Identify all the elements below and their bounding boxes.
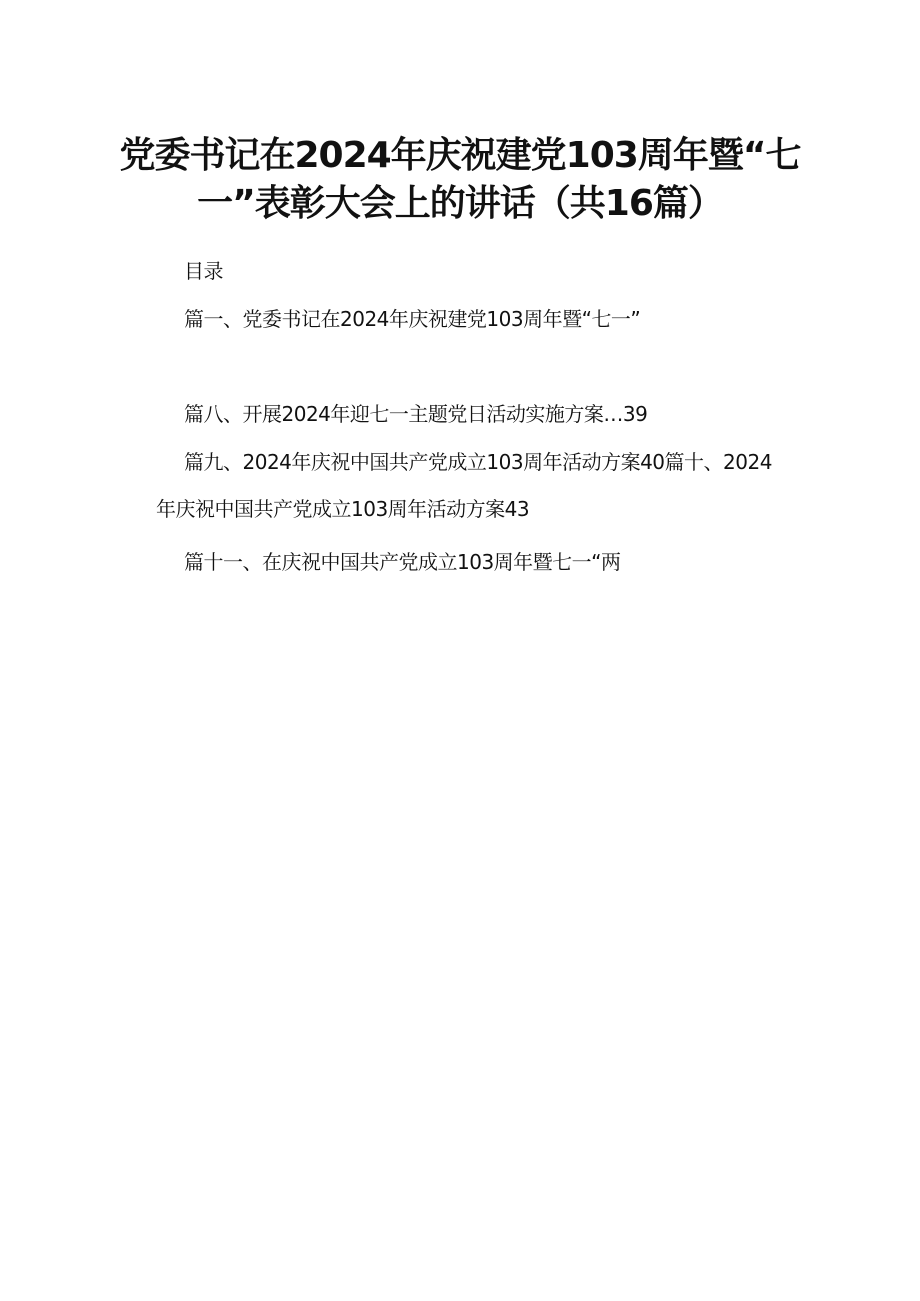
toc-entry-continuation[interactable]: 年庆祝中国共产党成立103周年活动方案43 — [156, 497, 530, 521]
toc-entry[interactable]: 篇八、开展2024年迎七一主题党日活动实施方案…39 — [184, 402, 648, 426]
toc-entry[interactable]: 篇一、党委书记在2024年庆祝建党103周年暨“七一” — [184, 307, 641, 331]
toc-entry[interactable]: 篇十一、在庆祝中国共产党成立103周年暨七一“两 — [184, 550, 621, 574]
document-title-line-1: 党委书记在2024年庆祝建党103周年暨“七 — [119, 135, 801, 176]
toc-heading: 目录 — [184, 259, 223, 283]
toc-entry[interactable]: 篇九、2024年庆祝中国共产党成立103周年活动方案40篇十、2024 — [184, 450, 772, 474]
document-title-line-2: 一”表彰大会上的讲话（共16篇） — [197, 183, 723, 224]
